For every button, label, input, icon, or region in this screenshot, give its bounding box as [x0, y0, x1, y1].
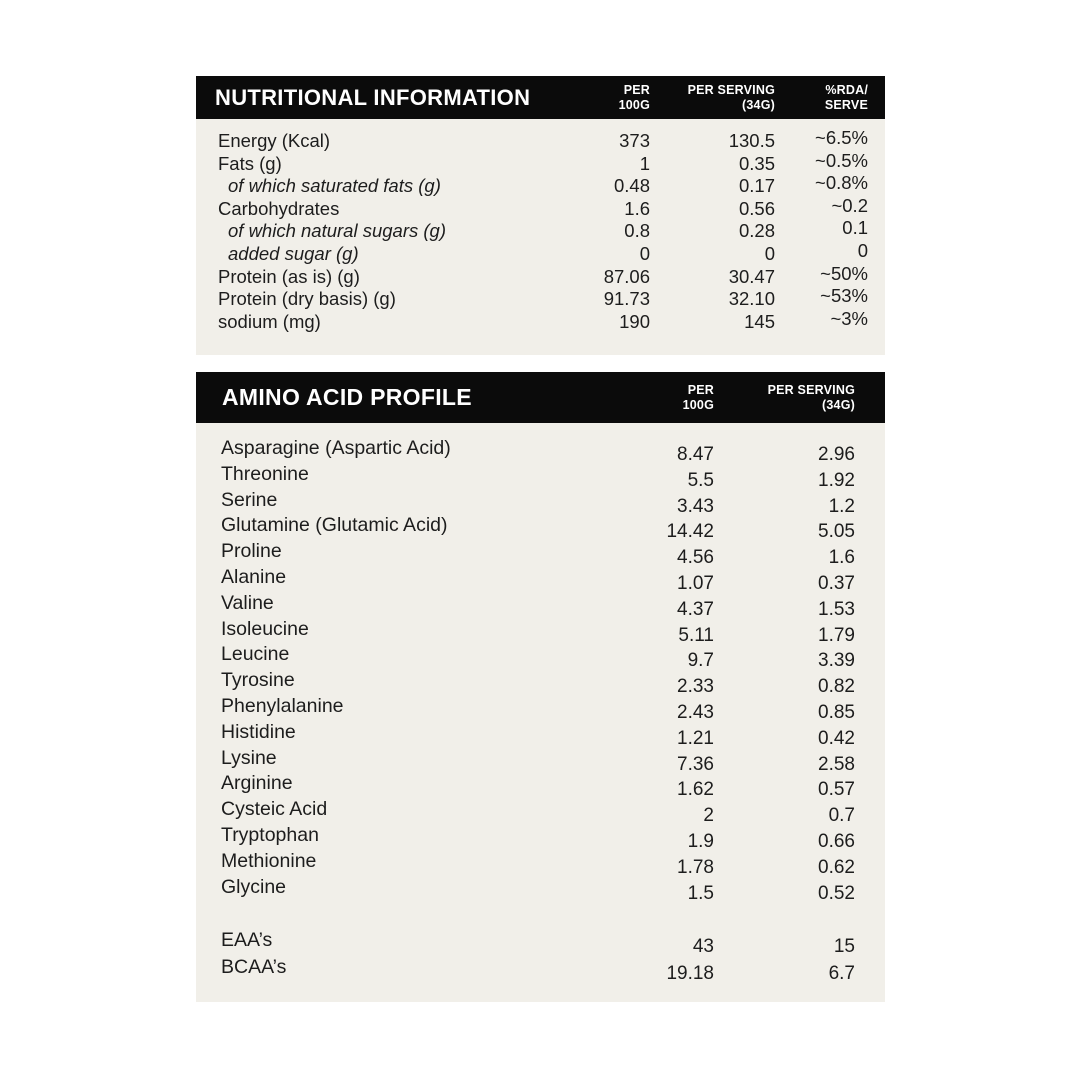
value-per-serving: 0.37: [818, 572, 855, 594]
column-header-line: PER SERVING: [687, 82, 775, 97]
value-rda-per-serve: ~0.2: [831, 194, 868, 216]
value-per-100g: 43: [692, 936, 714, 958]
column-header-line: (34G): [742, 97, 775, 112]
nutrition-information-panel: [196, 76, 885, 355]
value-per-100g: 91.73: [603, 288, 650, 310]
value-per-serving: 1.2: [828, 495, 855, 517]
column-header-per-serving: [650, 83, 775, 113]
value-per-100g: 14.42: [666, 521, 714, 543]
value-per-100g: 4.37: [677, 598, 714, 620]
row-label: Serine: [221, 488, 278, 511]
value-per-100g: 0.8: [624, 220, 650, 242]
value-per-100g: 1.9: [687, 830, 714, 852]
row-label: Histidine: [221, 720, 296, 743]
row-label: Valine: [221, 591, 274, 614]
row-label: Protein (as is) (g): [218, 265, 360, 287]
row-label: Methionine: [221, 849, 317, 872]
value-per-serving: 0.35: [738, 152, 775, 174]
row-label: Threonine: [221, 462, 309, 485]
column-header-per-100g: [560, 83, 650, 113]
value-per-serving: 0.42: [818, 727, 855, 749]
column-header-line: SERVE: [824, 97, 868, 112]
value-per-100g: 4.56: [677, 547, 714, 569]
value-per-100g: 8.47: [677, 444, 714, 465]
value-per-serving: 130.5: [728, 130, 775, 151]
value-per-100g: 1: [639, 152, 650, 174]
value-per-100g: 0.48: [613, 175, 650, 197]
value-per-serving: 32.10: [728, 288, 775, 310]
value-per-100g: 87.06: [603, 265, 650, 287]
value-per-100g: 5.11: [678, 624, 714, 646]
value-rda-per-serve: 0: [857, 239, 868, 261]
value-per-serving: 2.96: [818, 444, 855, 465]
value-rda-per-serve: ~6.5%: [815, 127, 868, 148]
value-rda-per-serve: 0.1: [842, 217, 868, 239]
value-per-100g: 3.43: [677, 495, 714, 517]
value-per-serving: 0.62: [818, 856, 855, 878]
row-label: BCAA’s: [221, 956, 287, 979]
column-header-line: 100G: [618, 97, 650, 112]
row-label: Protein (dry basis) (g): [218, 288, 396, 310]
value-per-100g: 19.18: [666, 963, 714, 985]
row-label: Arginine: [221, 772, 293, 795]
value-rda-per-serve: ~53%: [820, 285, 868, 307]
row-label: Leucine: [221, 643, 290, 666]
value-rda-per-serve: ~50%: [820, 262, 868, 284]
value-per-100g: 1.62: [677, 779, 714, 801]
value-per-100g: 1.5: [687, 882, 714, 904]
row-label: EAA’s: [221, 929, 273, 952]
table-row: [196, 927, 885, 958]
value-rda-per-serve: ~0.8%: [815, 172, 868, 194]
column-header-line: PER: [687, 382, 714, 397]
column-header-line: PER: [623, 82, 650, 97]
column-header-line: (34G): [822, 397, 855, 412]
column-header-rda-serve: [775, 83, 868, 113]
amino-header-bar: [196, 372, 885, 423]
value-per-100g: 5.5: [687, 469, 714, 491]
value-per-serving: 0: [764, 242, 775, 264]
row-label: Glutamine (Glutamic Acid): [221, 514, 448, 537]
row-label: of which natural sugars (g): [228, 220, 446, 242]
value-per-serving: 15: [833, 936, 855, 958]
table-row: [196, 307, 885, 334]
column-header-line: PER SERVING: [767, 382, 855, 397]
value-rda-per-serve: ~0.5%: [815, 149, 868, 171]
row-label: Carbohydrates: [218, 197, 340, 219]
value-per-serving: 3.39: [818, 650, 855, 672]
row-label: Alanine: [221, 565, 287, 588]
column-header-per-serving: [714, 383, 855, 413]
table-row: [196, 436, 885, 465]
column-header-per-100g: [624, 383, 714, 413]
value-per-serving: 1.92: [818, 469, 855, 491]
nutrition-title: NUTRITIONAL INFORMATION: [215, 84, 531, 110]
nutrition-header-bar: [196, 76, 885, 119]
value-per-serving: 0.28: [738, 220, 775, 242]
value-per-100g: 1.07: [677, 572, 714, 594]
row-label: Asparagine (Aspartic Acid): [221, 437, 451, 459]
value-per-100g: 1.6: [624, 197, 650, 219]
row-label: added sugar (g): [228, 242, 359, 264]
row-label: Glycine: [221, 875, 287, 898]
row-label: sodium (mg): [218, 310, 321, 332]
value-per-100g: 9.7: [687, 650, 714, 672]
amino-rows: [196, 436, 885, 904]
column-header-line: 100G: [682, 397, 714, 412]
column-header-line: %RDA/: [825, 82, 868, 97]
value-per-serving: 6.7: [828, 963, 855, 985]
row-label: Tyrosine: [221, 669, 295, 692]
value-per-serving: 0.82: [818, 676, 855, 698]
value-per-serving: 0.85: [818, 701, 855, 723]
value-per-serving: 1.6: [828, 547, 855, 569]
value-per-100g: 2.33: [677, 676, 714, 698]
nutrition-table-body: [196, 119, 885, 355]
value-per-100g: 1.21: [677, 727, 714, 749]
value-per-100g: 7.36: [677, 753, 714, 775]
row-label: Fats (g): [218, 152, 282, 174]
row-label: Cysteic Acid: [221, 798, 328, 821]
value-per-100g: 1.78: [677, 856, 714, 878]
row-label: Phenylalanine: [221, 694, 344, 717]
value-per-serving: 0.57: [818, 779, 855, 801]
value-per-serving: 0.7: [828, 805, 855, 827]
row-label: Energy (Kcal): [218, 130, 331, 151]
value-per-serving: 1.79: [818, 624, 855, 646]
row-label: of which saturated fats (g): [228, 175, 441, 197]
value-per-100g: 2.43: [677, 701, 714, 723]
value-per-100g: 373: [619, 130, 650, 151]
value-per-serving: 0.17: [738, 175, 775, 197]
value-per-100g: 0: [639, 242, 650, 264]
value-per-100g: 2: [703, 805, 714, 827]
value-per-serving: 0.66: [818, 830, 855, 852]
row-label: Proline: [221, 540, 282, 563]
amino-acid-profile-panel: [196, 372, 885, 1002]
amino-summary-rows: [196, 927, 885, 985]
value-per-serving: 0.56: [738, 197, 775, 219]
row-label: Tryptophan: [221, 823, 319, 846]
value-per-serving: 0.52: [818, 882, 855, 904]
amino-table-body: [196, 423, 885, 1002]
value-per-serving: 145: [744, 310, 775, 332]
row-label: Lysine: [221, 746, 277, 769]
value-per-serving: 1.53: [818, 598, 855, 620]
value-rda-per-serve: ~3%: [830, 307, 868, 329]
value-per-serving: 2.58: [818, 753, 855, 775]
row-label: Isoleucine: [221, 617, 309, 640]
amino-title: AMINO ACID PROFILE: [222, 384, 472, 410]
value-per-100g: 190: [619, 310, 650, 332]
value-per-serving: 5.05: [818, 521, 855, 543]
value-per-serving: 30.47: [728, 265, 775, 287]
